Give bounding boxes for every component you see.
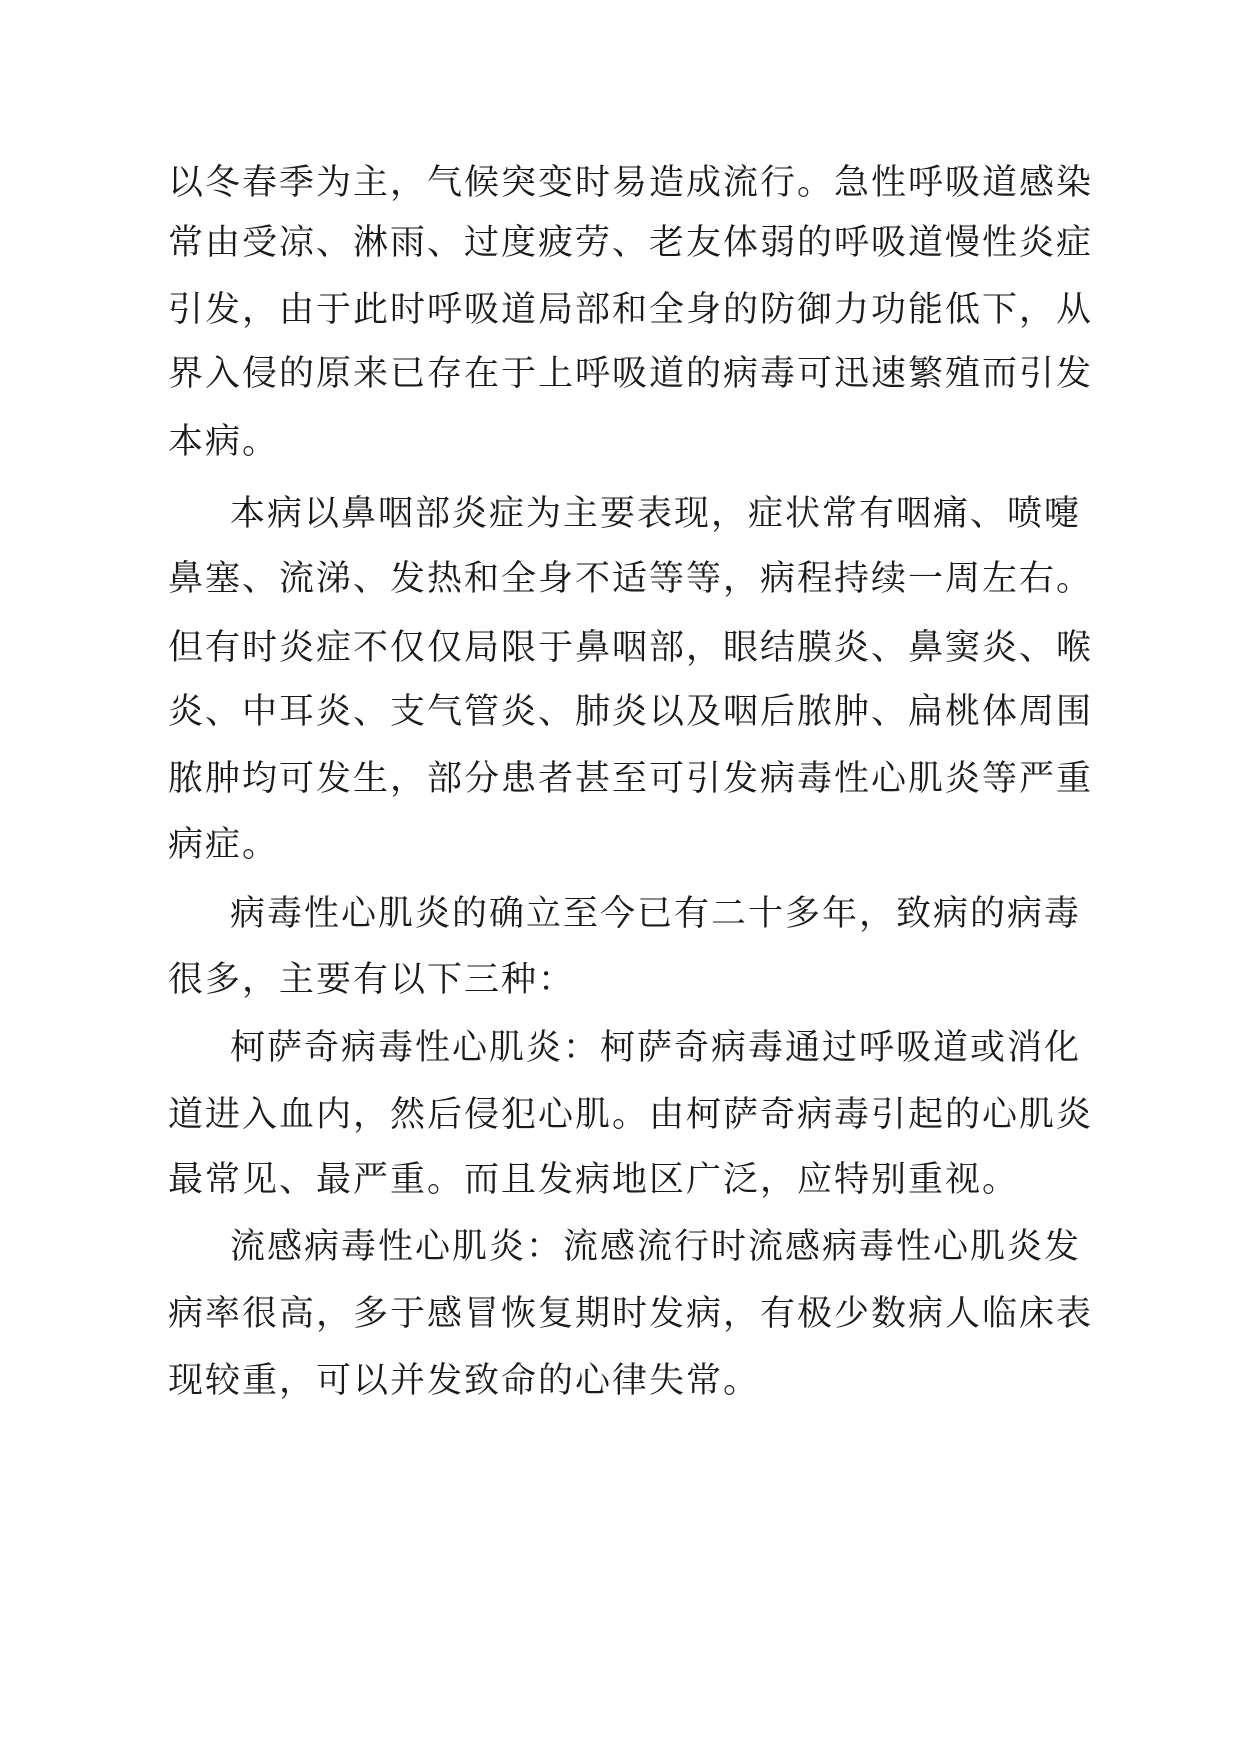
text-line: 道进入血内，然后侵犯心肌。由柯萨奇病毒引起的心肌炎 xyxy=(168,1095,1094,1135)
text-line: 但有时炎症不仅仅局限于鼻咽部，眼结膜炎、鼻窦炎、喉 xyxy=(168,628,1094,668)
text-line: 界入侵的原来已存在于上呼吸道的病毒可迅速繁殖而引发 xyxy=(168,354,1094,394)
text-line: 本病。 xyxy=(168,422,280,462)
text-line: 以冬春季为主，气候突变时易造成流行。急性呼吸道感染 xyxy=(168,163,1094,203)
text-line: 病症。 xyxy=(168,825,280,865)
text-line: 很多，主要有以下三种： xyxy=(168,960,576,1000)
text-line: 常由受凉、淋雨、过度疲劳、老友体弱的呼吸道慢性炎症 xyxy=(168,223,1094,263)
text-line: 病率很高，多于感冒恢复期时发病，有极少数病人临床表 xyxy=(168,1294,1094,1334)
text-line: 炎、中耳炎、支气管炎、肺炎以及咽后脓肿、扁桃体周围 xyxy=(168,692,1094,732)
text-line: 流感病毒性心肌炎：流感流行时流感病毒性心肌炎发 xyxy=(230,1227,1082,1267)
text-line: 脓肿均可发生，部分患者甚至可引发病毒性心肌炎等严重 xyxy=(168,759,1094,799)
text-line: 本病以鼻咽部炎症为主要表现，症状常有咽痛、喷嚏 xyxy=(230,494,1082,534)
text-line: 最常见、最严重。而且发病地区广泛，应特别重视。 xyxy=(168,1160,1020,1200)
text-line: 现较重，可以并发致命的心律失常。 xyxy=(168,1361,761,1401)
text-line: 鼻塞、流涕、发热和全身不适等等，病程持续一周左右。 xyxy=(168,559,1094,599)
text-line: 柯萨奇病毒性心肌炎：柯萨奇病毒通过呼吸道或消化 xyxy=(230,1028,1082,1068)
text-line: 病毒性心肌炎的确立至今已有二十多年，致病的病毒 xyxy=(230,894,1082,934)
text-line: 引发，由于此时呼吸道局部和全身的防御力功能低下，从 xyxy=(168,290,1094,330)
